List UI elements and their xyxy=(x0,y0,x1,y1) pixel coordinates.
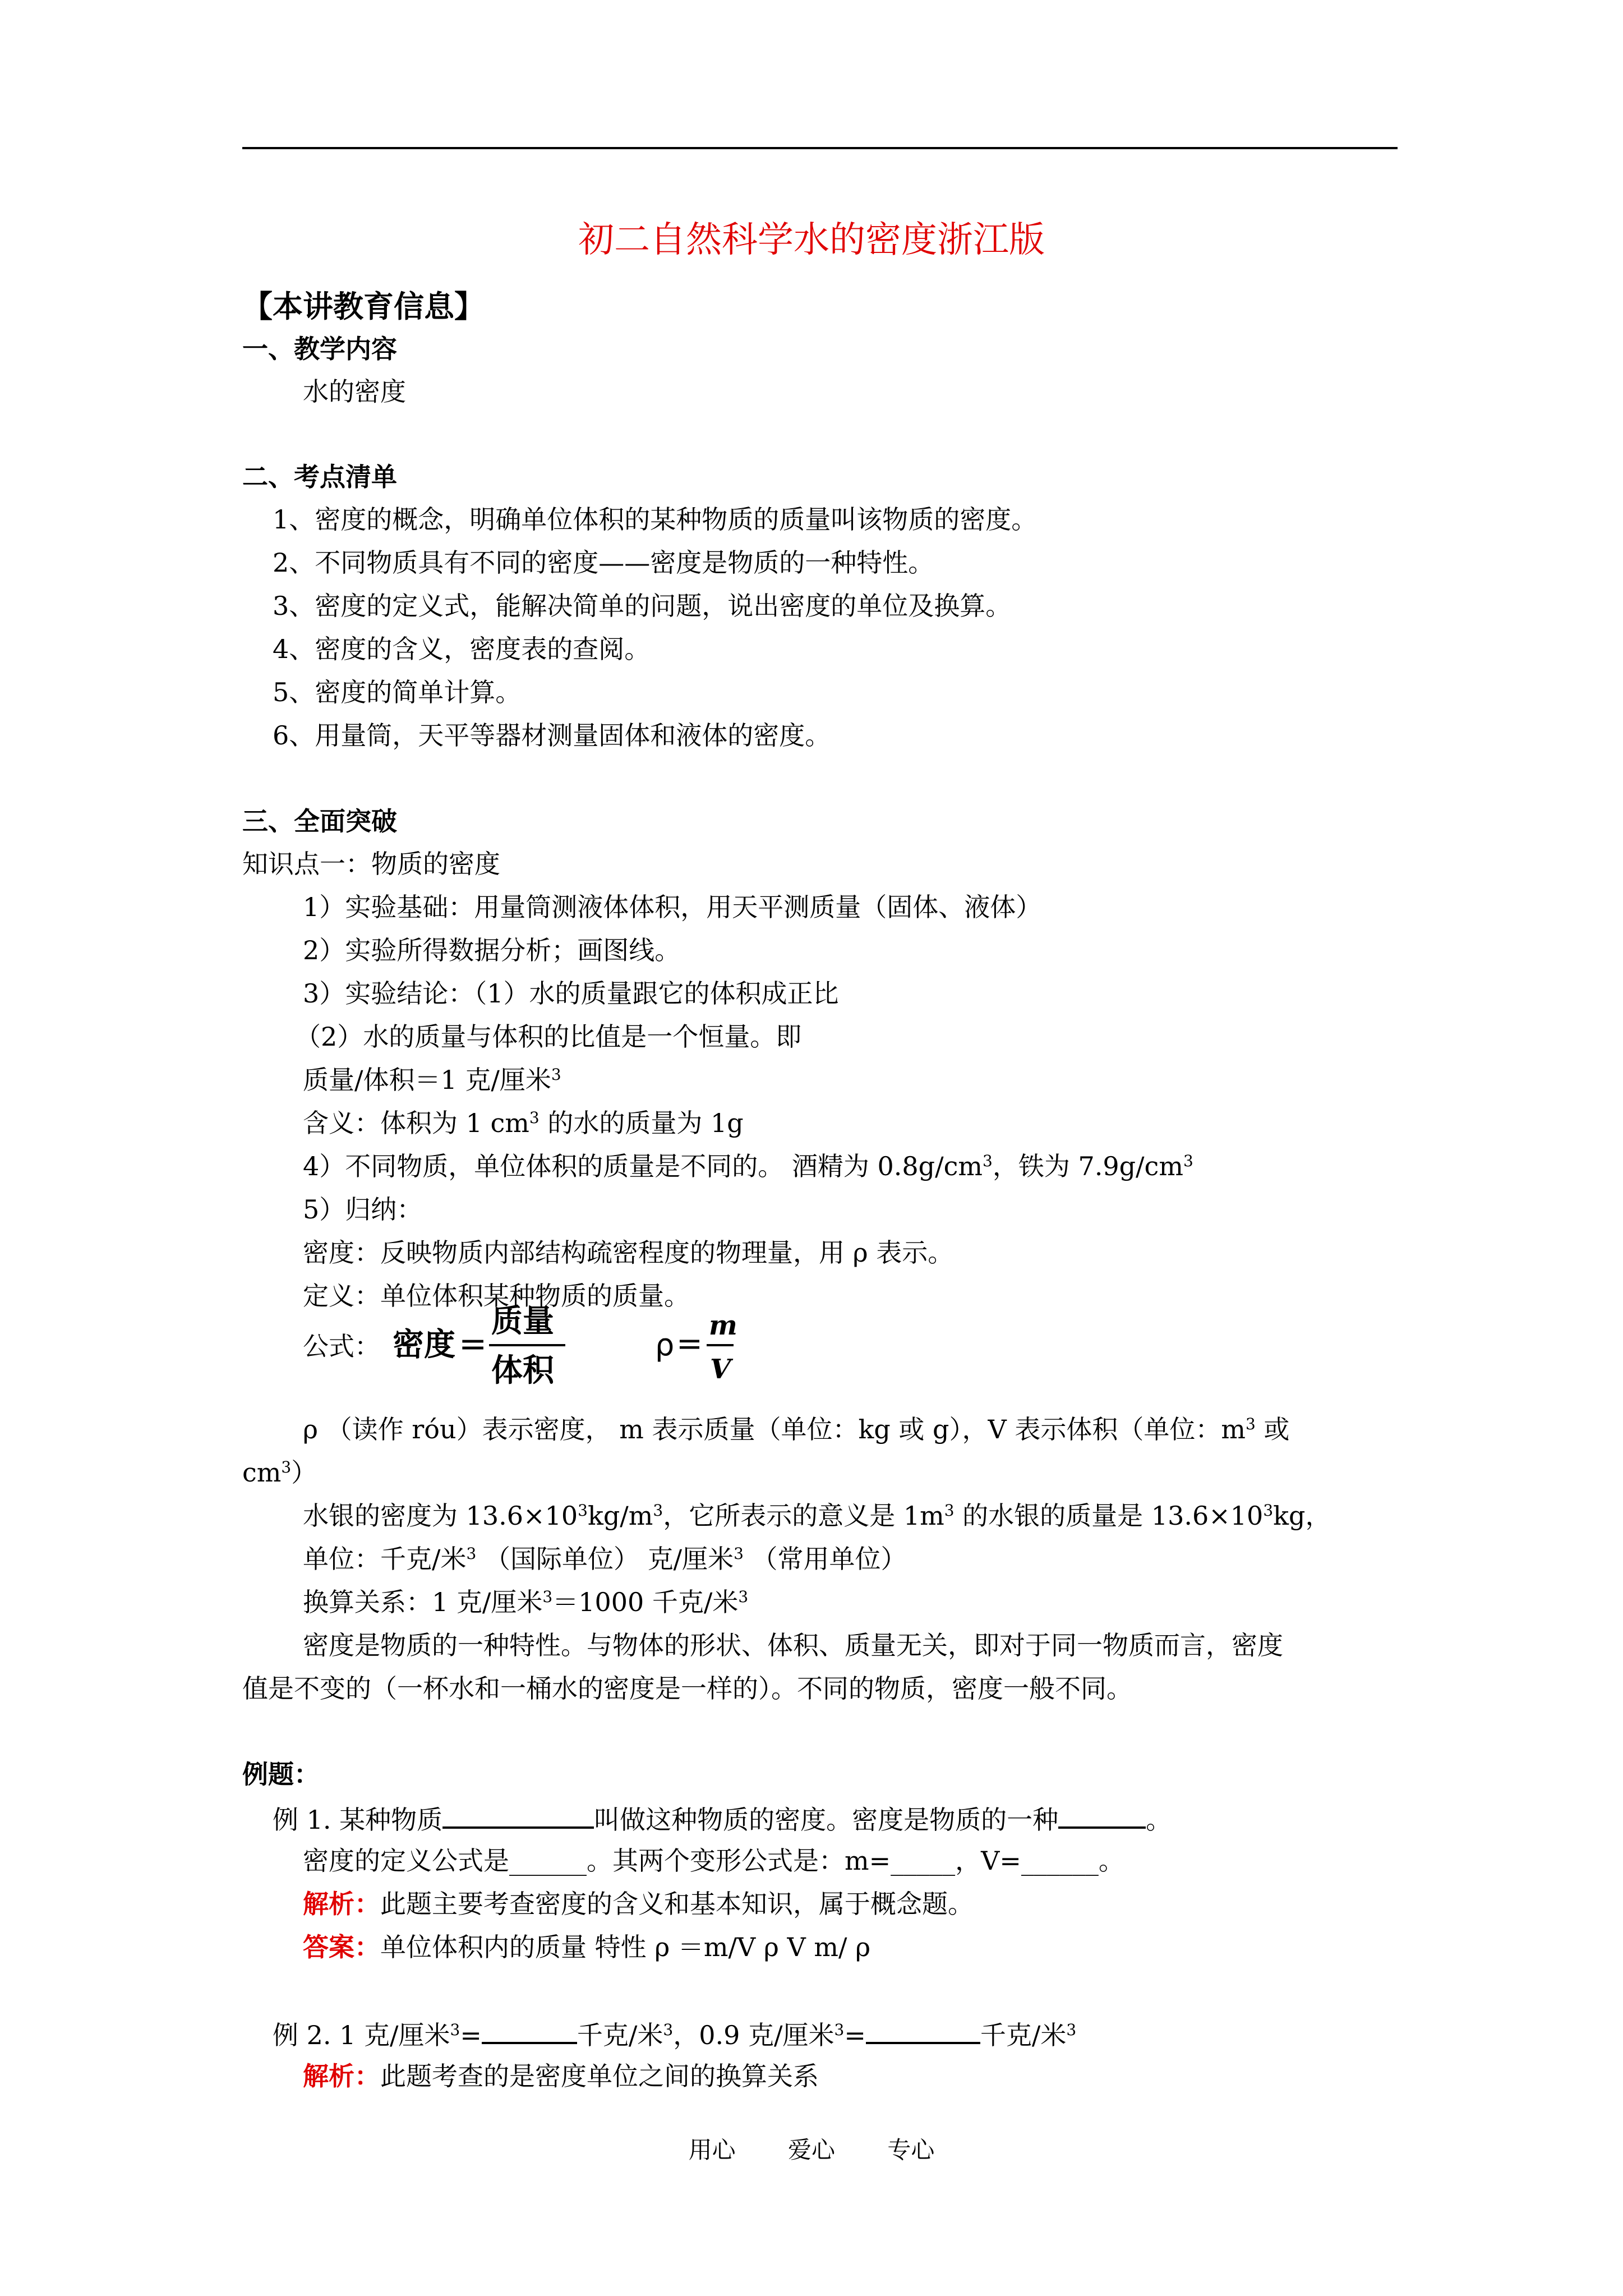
footer-item: 用心 xyxy=(688,2136,736,2164)
info-heading: 【本讲教育信息】 xyxy=(242,288,485,324)
body-line: 4）不同物质，单位体积的质量是不同的。 酒精为 $0.8g/cm^3$，铁为 $7.9g/cm^3$ xyxy=(303,1151,1193,1181)
formula-equals-2: = xyxy=(676,1326,703,1362)
page-title: 初二自然科学水的密度浙江版 xyxy=(578,219,1045,261)
example-2-analysis: 解析：此题考查的是密度单位之间的换算关系 xyxy=(303,2061,819,2091)
body-line: 质量/体积＝1 克/厘米$^3$ xyxy=(303,1065,561,1095)
answer-blank xyxy=(482,2017,577,2044)
fraction-bar xyxy=(489,1344,565,1346)
formula-m: m xyxy=(709,1310,737,1341)
example-2: 例 2. 1 克/厘米$^3$= 千克/米$^3$，0.9 克/厘米$^3$= 千克/米$^3$ xyxy=(273,2017,1076,2049)
answer-blank xyxy=(1058,1802,1146,1829)
list-item: 6、用量筒，天平等器材测量固体和液体的密度。 xyxy=(273,720,831,751)
footer-item: 爱心 xyxy=(787,2136,835,2164)
answer-blank xyxy=(866,2017,980,2044)
page-footer xyxy=(0,2136,1623,2164)
example-1-answer: 答案：单位体积内的质量 特性 ρ ＝m/V ρ V m/ ρ xyxy=(303,1932,871,1962)
body-line: 5）归纳： xyxy=(303,1194,423,1225)
body-line: 密度是物质的一种特性。与物体的形状、体积、质量无关，即对于同一物质而言，密度 xyxy=(303,1630,1283,1660)
example-1-line2: 密度的定义公式是______。其两个变形公式是：m=_____，V=______。 xyxy=(303,1846,1124,1876)
body-line: ρ （读作 róu）表示密度， m 表示质量（单位：kg 或 g），V 表示体积（单位：$m^3$ 或 xyxy=(303,1414,1290,1444)
section1-heading: 一、教学内容 xyxy=(242,334,397,364)
section1-content: 水的密度 xyxy=(303,376,406,407)
formula-numerator: 质量 xyxy=(491,1303,554,1340)
formula-equals: = xyxy=(459,1324,487,1364)
header-rule xyxy=(242,147,1398,149)
example-1-analysis: 解析：此题主要考查密度的含义和基本知识，属于概念题。 xyxy=(303,1889,974,1919)
formula-rho: ρ xyxy=(655,1327,675,1363)
body-line: 密度：反映物质内部结构疏密程度的物理量，用 ρ 表示。 xyxy=(303,1237,954,1268)
formula-v: V xyxy=(710,1354,731,1385)
body-line: $cm^3$） xyxy=(242,1457,317,1488)
formula-lhs: 密度 xyxy=(393,1327,455,1363)
body-line: 换算关系：1 克/厘米$^3$＝1000 千克/米$^3$ xyxy=(303,1587,749,1617)
knowledge-point-1: 知识点一：物质的密度 xyxy=(242,849,500,879)
list-item: 1、密度的概念，明确单位体积的某种物质的质量叫该物质的密度。 xyxy=(273,504,1038,535)
body-line: 1）实验基础：用量筒测液体体积，用天平测质量（固体、液体） xyxy=(303,892,1042,922)
body-line: 值是不变的（一杯水和一桶水的密度是一样的）。不同的物质，密度一般不同。 xyxy=(242,1673,1132,1704)
body-line: 水银的密度为 $13.6\times 10^3kg/m^3$，它所表示的意义是 $1m^3$ 的水银的质量是 $13.6\times 10^3kg$， xyxy=(303,1501,1331,1531)
body-line: 3）实验结论：（1）水的质量跟它的体积成正比 xyxy=(303,978,839,1009)
section2-heading: 二、考点清单 xyxy=(242,462,397,492)
section3-heading: 三、全面突破 xyxy=(242,806,397,836)
answer-blank xyxy=(442,1802,594,1829)
examples-heading: 例题： xyxy=(242,1759,320,1789)
footer-item: 专心 xyxy=(887,2136,935,2164)
body-line: 含义：体积为 1 $cm^3$ 的水的质量为 1g xyxy=(303,1108,744,1138)
body-line: 2）实验所得数据分析；画图线。 xyxy=(303,935,681,965)
body-line: 定义：单位体积某种物质的质量。 xyxy=(303,1281,690,1311)
formula-denominator: 体积 xyxy=(491,1352,554,1389)
list-item: 3、密度的定义式，能解决简单的问题，说出密度的单位及换算。 xyxy=(273,591,1012,621)
list-item: 2、不同物质具有不同的密度——密度是物质的一种特性。 xyxy=(273,547,934,578)
example-1: 例 1. 某种物质 叫做这种物质的密度。密度是物质的一种 。 xyxy=(273,1802,1172,1833)
formula-label: 公式： xyxy=(303,1331,380,1361)
list-item: 4、密度的含义，密度表的查阅。 xyxy=(273,634,651,664)
fraction-bar-2 xyxy=(707,1344,734,1346)
list-item: 5、密度的简单计算。 xyxy=(273,677,522,707)
body-line: （2）水的质量与体积的比值是一个恒量。即 xyxy=(295,1022,802,1052)
body-line: 单位：千克/米$^3$ （国际单位） 克/厘米$^3$ （常用单位） xyxy=(303,1544,907,1574)
